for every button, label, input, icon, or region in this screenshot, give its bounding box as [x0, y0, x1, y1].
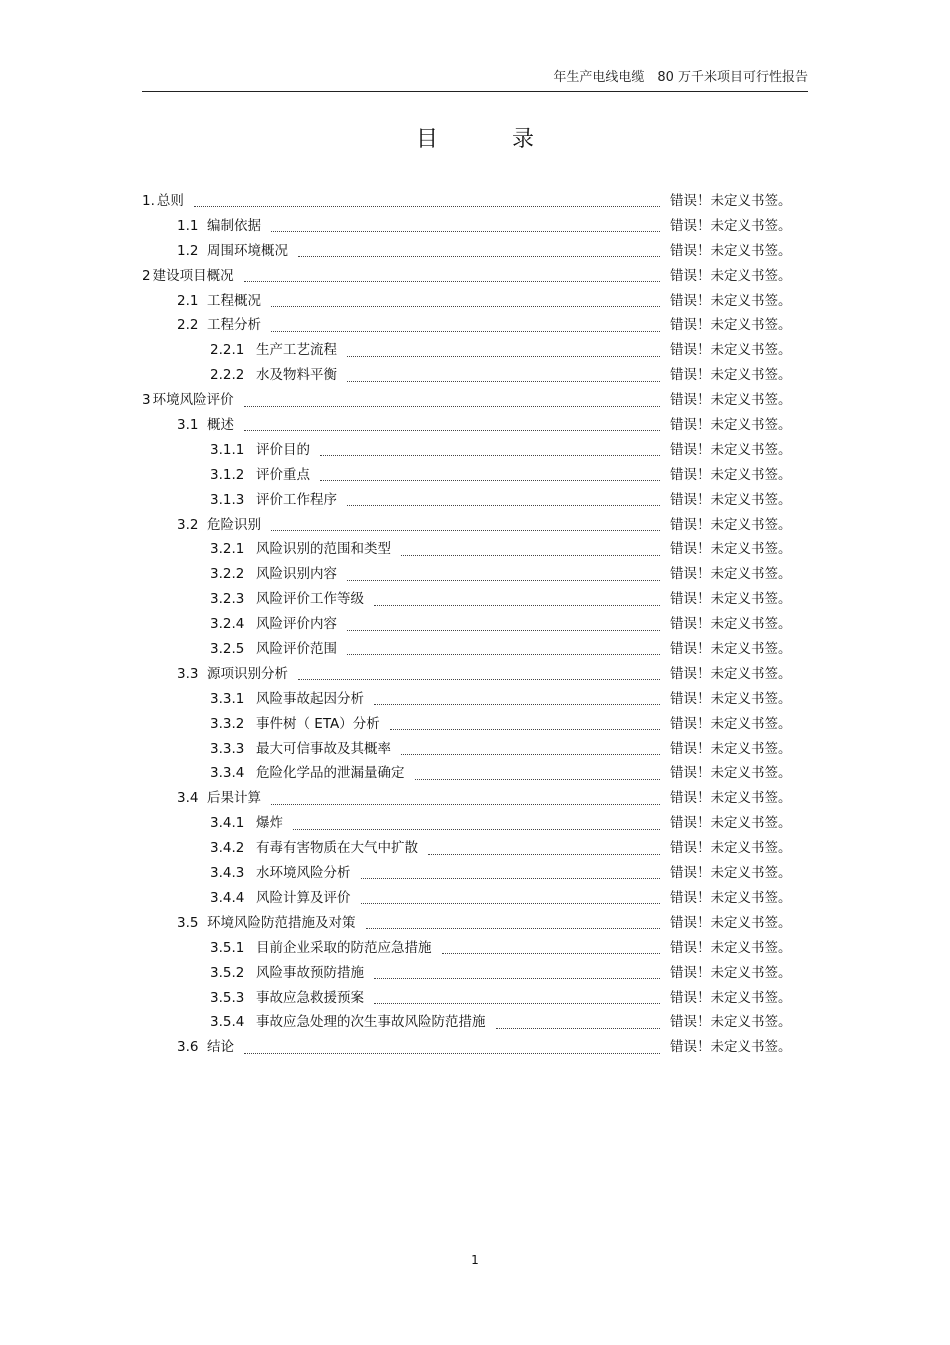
toc-entry[interactable]	[142, 1035, 808, 1060]
toc-entry-label: 水及物料平衡	[256, 367, 337, 384]
toc-page-reference: 错误！未定义书签。	[670, 317, 792, 334]
toc-page-reference: 错误！未定义书签。	[670, 516, 792, 533]
toc-entry[interactable]	[142, 712, 808, 737]
toc-entry[interactable]	[142, 264, 808, 289]
toc-page-reference: 错误！未定义书签。	[670, 840, 792, 857]
toc-entry[interactable]	[142, 612, 808, 637]
toc-entry[interactable]	[142, 562, 808, 587]
toc-page-reference: 错误！未定义书签。	[670, 441, 792, 458]
toc-entry-label: 环境风险防范措施及对策	[207, 914, 356, 931]
toc-entry-label: 结论	[207, 1039, 234, 1056]
toc-entry-label: 事故应急救援预案	[256, 989, 364, 1006]
toc-page-reference: 错误！未定义书签。	[670, 815, 792, 832]
toc-entry-number: 3.1	[177, 417, 199, 434]
toc-page-reference: 错误！未定义书签。	[670, 342, 792, 359]
toc-entry[interactable]	[142, 961, 808, 986]
toc-page-reference: 错误！未定义书签。	[670, 964, 792, 981]
table-of-contents	[142, 189, 808, 1060]
toc-entry[interactable]	[142, 587, 808, 612]
toc-page-reference: 错误！未定义书签。	[670, 740, 792, 757]
toc-dot-leader	[244, 429, 660, 431]
toc-page-reference: 错误！未定义书签。	[670, 367, 792, 384]
toc-entry[interactable]	[142, 239, 808, 264]
toc-entry-label: 风险事故预防措施	[256, 964, 364, 981]
toc-dot-leader	[271, 529, 660, 531]
toc-page-reference: 错误！未定义书签。	[670, 1039, 792, 1056]
toc-entry-label: 周围环境概况	[207, 242, 288, 259]
toc-page-reference: 错误！未定义书签。	[670, 690, 792, 707]
toc-dot-leader	[244, 405, 660, 407]
toc-entry-label: 后果计算	[207, 790, 261, 807]
toc-entry[interactable]	[142, 413, 808, 438]
toc-page-reference: 错误！未定义书签。	[670, 865, 792, 882]
toc-entry-number: 3.2.3	[210, 591, 245, 608]
toc-entry[interactable]	[142, 811, 808, 836]
toc-dot-leader	[347, 579, 660, 581]
toc-page-reference: 错误！未定义书签。	[670, 989, 792, 1006]
toc-entry-label: 危险化学品的泄漏量确定	[256, 765, 405, 782]
toc-entry-label: 风险评价内容	[256, 616, 337, 633]
toc-dot-leader	[361, 877, 661, 879]
toc-dot-leader	[374, 604, 660, 606]
toc-entry-number: 3.5	[177, 914, 199, 931]
toc-entry-number: 1.1	[177, 217, 199, 234]
toc-page-reference: 错误！未定义书签。	[670, 417, 792, 434]
toc-dot-leader	[390, 728, 660, 730]
toc-entry[interactable]	[142, 1010, 808, 1035]
toc-page-reference: 错误！未定义书签。	[670, 765, 792, 782]
toc-dot-leader	[442, 952, 661, 954]
toc-entry-number: 3.3.3	[210, 740, 245, 757]
toc-entry-number: 2.2.2	[210, 367, 245, 384]
toc-page-reference: 错误！未定义书签。	[670, 790, 792, 807]
toc-entry-number: 1.	[142, 193, 155, 209]
toc-entry-number: 2.2	[177, 317, 199, 334]
toc-entry[interactable]	[142, 438, 808, 463]
toc-entry-number: 3.2.5	[210, 641, 245, 658]
toc-page-reference: 错误！未定义书签。	[670, 1014, 792, 1031]
toc-entry[interactable]	[142, 836, 808, 861]
toc-entry[interactable]	[142, 214, 808, 239]
toc-entry-label: 爆炸	[256, 815, 283, 832]
toc-entry[interactable]	[142, 662, 808, 687]
header-rule	[142, 91, 808, 92]
toc-dot-leader	[320, 454, 660, 456]
toc-page-reference: 错误！未定义书签。	[670, 541, 792, 558]
toc-dot-leader	[271, 330, 660, 332]
toc-page-reference: 错误！未定义书签。	[670, 939, 792, 956]
toc-page-reference: 错误！未定义书签。	[670, 715, 792, 732]
toc-entry-number: 2	[142, 267, 151, 284]
toc-dot-leader	[271, 305, 660, 307]
toc-entry[interactable]	[142, 886, 808, 911]
toc-entry[interactable]	[142, 537, 808, 562]
toc-page-reference: 错误！未定义书签。	[670, 665, 792, 682]
toc-dot-leader	[298, 255, 660, 257]
toc-entry-number: 3.3	[177, 665, 199, 682]
toc-dot-leader	[401, 554, 660, 556]
toc-entry-number: 3.4.4	[210, 889, 245, 906]
toc-entry[interactable]	[142, 338, 808, 363]
toc-entry-number: 3.4.2	[210, 840, 245, 857]
toc-entry-label: 危险识别	[207, 516, 261, 533]
toc-entry-number: 3.5.1	[210, 939, 245, 956]
toc-dot-leader	[374, 703, 660, 705]
toc-entry-label: 目前企业采取的防范应急措施	[256, 939, 432, 956]
toc-page-reference: 错误！未定义书签。	[670, 267, 792, 284]
toc-entry-label: 风险识别内容	[256, 566, 337, 583]
toc-page-reference: 错误！未定义书签。	[670, 292, 792, 309]
toc-entry[interactable]	[142, 289, 808, 314]
toc-dot-leader	[401, 753, 660, 755]
toc-entry-number: 3.3.2	[210, 715, 245, 732]
toc-entry[interactable]	[142, 761, 808, 786]
toc-entry-number: 1.2	[177, 242, 199, 259]
toc-entry-number: 3.5.3	[210, 989, 245, 1006]
toc-entry-label: 源项识别分析	[207, 665, 288, 682]
toc-entry[interactable]	[142, 936, 808, 961]
toc-entry-number: 3.2.4	[210, 616, 245, 633]
toc-dot-leader	[293, 828, 660, 830]
toc-entry-number: 3.2	[177, 516, 199, 533]
toc-dot-leader	[374, 1002, 660, 1004]
toc-entry-label: 总则	[156, 193, 184, 209]
toc-entry[interactable]	[142, 687, 808, 712]
toc-entry-number: 2.2.1	[210, 342, 245, 359]
toc-entry-number: 3.4.3	[210, 865, 245, 882]
toc-entry-label: 环境风险评价	[152, 392, 234, 409]
toc-entry-label: 工程分析	[207, 317, 261, 334]
toc-entry-number: 3.1.2	[210, 466, 245, 483]
toc-entry-number: 3.2.2	[210, 566, 245, 583]
toc-entry[interactable]	[142, 513, 808, 538]
toc-entry-label: 最大可信事故及其概率	[256, 740, 391, 757]
toc-entry-label: 概述	[207, 417, 234, 434]
toc-entry-label: 评价重点	[256, 466, 310, 483]
toc-entry-number: 3.3.4	[210, 765, 245, 782]
toc-entry[interactable]	[142, 911, 808, 936]
toc-dot-leader	[298, 678, 660, 680]
toc-dot-leader	[428, 853, 660, 855]
toc-page-reference: 错误！未定义书签。	[670, 217, 792, 234]
toc-dot-leader	[347, 653, 660, 655]
toc-entry-number: 3.3.1	[210, 690, 245, 707]
toc-dot-leader	[366, 927, 661, 929]
toc-dot-leader	[415, 778, 661, 780]
toc-page-reference: 错误！未定义书签。	[670, 392, 792, 409]
toc-entry-number: 3.5.2	[210, 964, 245, 981]
toc-entry[interactable]	[142, 363, 808, 388]
toc-page-reference: 错误！未定义书签。	[670, 566, 792, 583]
toc-entry-number: 3.4.1	[210, 815, 245, 832]
toc-entry-number: 3.4	[177, 790, 199, 807]
toc-entry-number: 3.1.3	[210, 491, 245, 508]
toc-dot-leader	[361, 902, 661, 904]
toc-entry-number: 3.5.4	[210, 1014, 245, 1031]
toc-entry-label: 建设项目概况	[152, 267, 234, 284]
toc-dot-leader	[320, 479, 660, 481]
toc-page-reference: 错误！未定义书签。	[670, 193, 792, 209]
toc-entry-label: 工程概况	[207, 292, 261, 309]
toc-entry-label: 编制依据	[207, 217, 261, 234]
toc-page-reference: 错误！未定义书签。	[670, 641, 792, 658]
toc-entry[interactable]	[142, 737, 808, 762]
toc-dot-leader	[347, 629, 660, 631]
toc-dot-leader	[496, 1027, 661, 1029]
toc-page-reference: 错误！未定义书签。	[670, 889, 792, 906]
toc-dot-leader	[271, 230, 660, 232]
toc-entry-label: 生产工艺流程	[256, 342, 337, 359]
toc-entry[interactable]	[142, 488, 808, 513]
toc-dot-leader	[271, 803, 660, 805]
toc-dot-leader	[347, 355, 660, 357]
toc-page-reference: 错误！未定义书签。	[670, 914, 792, 931]
toc-entry[interactable]	[142, 786, 808, 811]
toc-entry-number: 3.6	[177, 1039, 199, 1056]
page-title: 目 录	[415, 127, 560, 152]
toc-entry-number: 3	[142, 392, 151, 409]
toc-page-reference: 错误！未定义书签。	[670, 242, 792, 259]
toc-dot-leader	[194, 205, 660, 207]
toc-entry-number: 2.1	[177, 292, 199, 309]
toc-entry-label: 风险计算及评价	[256, 889, 351, 906]
toc-page-reference: 错误！未定义书签。	[670, 616, 792, 633]
toc-entry[interactable]	[142, 861, 808, 886]
toc-entry-label: 评价工作程序	[256, 491, 337, 508]
toc-entry-label: 事件树（ ETA）分析	[256, 715, 380, 732]
toc-entry-label: 水环境风险分析	[256, 865, 351, 882]
toc-dot-leader	[244, 280, 660, 282]
page-header: 年生产电线电缆 80 万千米项目可行性报告	[553, 70, 808, 85]
toc-entry-label: 评价目的	[256, 441, 310, 458]
toc-entry-label: 有毒有害物质在大气中扩散	[256, 840, 418, 857]
toc-entry-label: 风险识别的范围和类型	[256, 541, 391, 558]
toc-dot-leader	[244, 1052, 660, 1054]
toc-entry[interactable]	[142, 463, 808, 488]
toc-dot-leader	[347, 380, 660, 382]
toc-entry-label: 事故应急处理的次生事故风险防范措施	[256, 1014, 486, 1031]
toc-entry-number: 3.2.1	[210, 541, 245, 558]
toc-entry-label: 风险评价工作等级	[256, 591, 364, 608]
toc-entry[interactable]	[142, 986, 808, 1011]
toc-page-reference: 错误！未定义书签。	[670, 491, 792, 508]
toc-entry[interactable]	[142, 189, 808, 214]
toc-entry-label: 风险评价范围	[256, 641, 337, 658]
toc-entry-number: 3.1.1	[210, 441, 245, 458]
toc-entry[interactable]	[142, 388, 808, 413]
toc-entry-label: 风险事故起因分析	[256, 690, 364, 707]
toc-page-reference: 错误！未定义书签。	[670, 466, 792, 483]
toc-dot-leader	[374, 977, 660, 979]
toc-entry[interactable]	[142, 637, 808, 662]
toc-dot-leader	[347, 504, 660, 506]
page-number: 1	[471, 1253, 479, 1267]
toc-page-reference: 错误！未定义书签。	[670, 591, 792, 608]
toc-entry[interactable]	[142, 313, 808, 338]
